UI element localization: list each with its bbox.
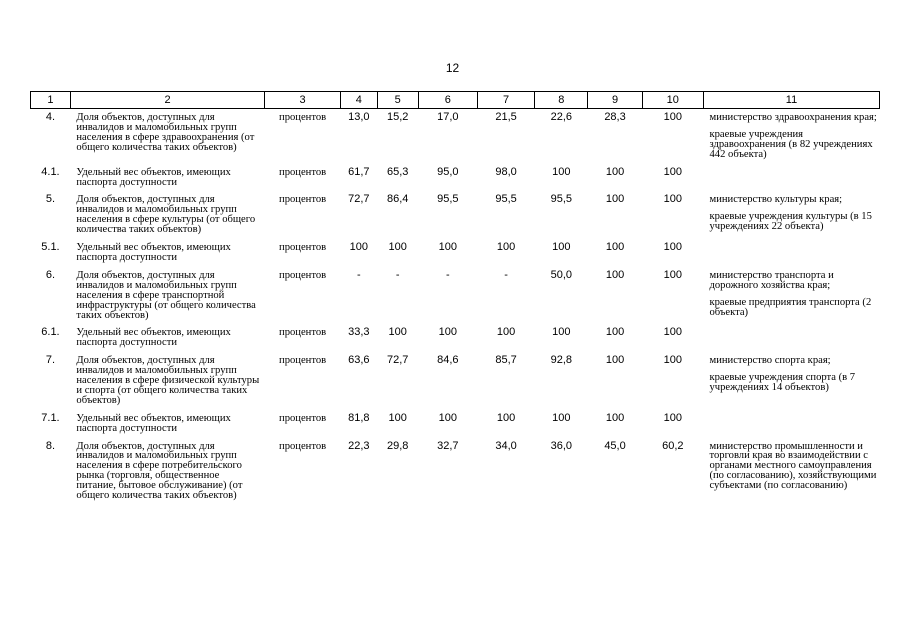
- table-row: [31, 410, 880, 438]
- value-cell: 100: [663, 268, 682, 281]
- responsible-entry: краевые учреждения здравоохранения (в 82 учреждениях 442 объекта): [709, 128, 873, 160]
- indicator-name: Доля объектов, доступных для инвалидов и маломобильных групп населения в сфере культуры (от общего количества таких объектов): [76, 194, 256, 236]
- indicator-name: Удельный вес объектов, имеющих паспорта доступности: [76, 412, 231, 434]
- value-cell: 100: [605, 354, 625, 367]
- value-cell: 36,0: [550, 439, 573, 452]
- unit-cell: процентов: [279, 242, 327, 254]
- header-cell: 7: [477, 92, 534, 109]
- row-index: 5.1.: [41, 241, 60, 254]
- value-cell: 100: [605, 411, 625, 424]
- responsible-entry: министерство транспорта и дорожного хозяйства края;: [709, 269, 834, 291]
- responsible-entry: краевые учреждения культуры (в 15 учреждениях 22 объекта): [709, 211, 872, 233]
- value-cell: 72,7: [348, 193, 370, 206]
- value-cell: 28,3: [604, 111, 626, 123]
- value-cell: 81,8: [348, 411, 370, 424]
- value-cell: 100: [663, 241, 682, 254]
- value-cell: 100: [388, 326, 407, 339]
- value-cell: -: [395, 268, 400, 281]
- table-body: [31, 109, 880, 506]
- value-cell: 100: [388, 411, 407, 424]
- responsible-entry: министерство культуры края;: [709, 194, 843, 206]
- value-cell: 63,6: [348, 354, 370, 367]
- row-index: 7.1.: [41, 411, 60, 424]
- value-cell: 100: [552, 165, 571, 178]
- value-cell: 86,4: [386, 193, 409, 206]
- value-cell: 100: [663, 165, 682, 178]
- value-cell: 100: [605, 193, 625, 206]
- value-cell: 33,3: [348, 326, 370, 339]
- value-cell: 17,0: [437, 111, 459, 123]
- header-cell: 8: [535, 92, 588, 109]
- indicator-name: Удельный вес объектов, имеющих паспорта доступности: [76, 166, 231, 188]
- responsible-entry: министерство спорта края;: [709, 355, 831, 367]
- value-cell: 100: [663, 193, 682, 206]
- table-row: [31, 109, 880, 164]
- responsible-cell: [703, 410, 879, 438]
- value-cell: 50,0: [550, 268, 573, 281]
- table-row: [31, 239, 880, 267]
- indicator-name: Доля объектов, доступных для инвалидов и маломобильных групп населения в сфере потребительского рынка (торговля, общественное питание, бытовое обслуживание) (от общего количества таких объектов): [76, 440, 243, 502]
- header-cell: 4: [340, 92, 377, 109]
- header-row: [31, 92, 880, 109]
- value-cell: 100: [663, 354, 682, 367]
- value-cell: 100: [496, 241, 516, 254]
- value-cell: 100: [388, 241, 407, 254]
- value-cell: -: [445, 268, 450, 281]
- value-cell: 34,0: [495, 439, 517, 452]
- value-cell: 100: [438, 241, 457, 254]
- unit-cell: процентов: [279, 412, 327, 424]
- value-cell: 15,2: [386, 111, 409, 123]
- header-cell: 5: [377, 92, 418, 109]
- value-cell: 98,0: [495, 165, 517, 178]
- header-cell: 6: [418, 92, 477, 109]
- table-row: [31, 164, 880, 192]
- row-index: 6.1.: [41, 326, 60, 339]
- value-cell: 72,7: [386, 354, 409, 367]
- unit-cell: процентов: [279, 327, 327, 339]
- indicator-name: Удельный вес объектов, имеющих паспорта доступности: [76, 242, 231, 263]
- value-cell: 100: [605, 165, 625, 178]
- value-cell: 61,7: [348, 165, 370, 178]
- responsible-entry: краевые предприятия транспорта (2 объекта): [709, 296, 872, 318]
- unit-cell: процентов: [279, 166, 327, 178]
- header-cell: 10: [642, 92, 703, 109]
- indicator-name: Доля объектов, доступных для инвалидов и маломобильных групп населения в сфере физической культуры и спорта (от общего количества таких объектов): [76, 355, 260, 406]
- value-cell: 13,0: [348, 111, 370, 123]
- value-cell: 60,2: [662, 439, 684, 452]
- value-cell: 95,5: [495, 193, 517, 206]
- value-cell: 95,5: [550, 193, 573, 206]
- header-cell: 3: [265, 92, 341, 109]
- header-cell: 11: [703, 92, 879, 109]
- responsible-cell: [703, 352, 879, 410]
- table-row: [31, 324, 880, 352]
- value-cell: 100: [496, 411, 516, 424]
- value-cell: 92,8: [550, 354, 573, 367]
- value-cell: 100: [552, 411, 571, 424]
- indicator-name: Удельный вес объектов, имеющих паспорта доступности: [76, 327, 231, 349]
- value-cell: 45,0: [604, 439, 626, 452]
- row-index: 4.1.: [41, 165, 60, 178]
- value-cell: 65,3: [386, 165, 409, 178]
- table-row: [31, 352, 880, 410]
- row-index: 6.: [45, 268, 56, 281]
- responsible-entry: министерство здравоохранения края;: [709, 112, 877, 123]
- responsible-entry: министерство промышленности и торговли края во взаимодействии с органами местного самоуправления (по согласованию), хозяйствующими субъектами (по согласованию): [709, 440, 877, 492]
- row-index: 8.: [45, 439, 56, 452]
- value-cell: 21,5: [495, 111, 517, 123]
- row-index: 5.: [45, 193, 56, 206]
- responsible-cell: [703, 164, 879, 192]
- row-index: 4.: [45, 111, 56, 123]
- value-cell: 100: [605, 268, 625, 281]
- value-cell: 100: [552, 241, 571, 254]
- value-cell: 100: [605, 241, 625, 254]
- value-cell: 85,7: [495, 354, 517, 367]
- value-cell: 95,5: [437, 193, 459, 206]
- value-cell: 100: [663, 411, 682, 424]
- responsible-cell: [703, 324, 879, 352]
- value-cell: 100: [349, 241, 368, 254]
- unit-cell: процентов: [279, 194, 327, 206]
- indicators-table: [30, 91, 880, 505]
- value-cell: 32,7: [437, 439, 459, 452]
- value-cell: 84,6: [437, 354, 459, 367]
- indicator-name: Доля объектов, доступных для инвалидов и маломобильных групп населения в сфере здравоохранения (от общего количества таких объектов): [76, 112, 255, 153]
- header-cell: 2: [70, 92, 264, 109]
- responsible-cell: [703, 438, 879, 505]
- value-cell: 100: [663, 111, 682, 123]
- table-header: [31, 92, 880, 109]
- page-number: 12: [445, 61, 460, 75]
- table-row: [31, 267, 880, 325]
- responsible-entry: краевые учреждения спорта (в 7 учреждениях 14 объектов): [709, 372, 856, 394]
- value-cell: 95,0: [437, 165, 459, 178]
- unit-cell: процентов: [279, 355, 327, 367]
- row-index: 7.: [45, 354, 56, 367]
- unit-cell: процентов: [279, 112, 327, 123]
- unit-cell: процентов: [279, 269, 327, 281]
- indicator-name: Доля объектов, доступных для инвалидов и маломобильных групп населения в сфере транспортной инфраструктуры (от общего количества таких объектов): [76, 269, 256, 321]
- value-cell: 100: [663, 326, 682, 339]
- table-row: [31, 191, 880, 239]
- value-cell: 100: [552, 326, 571, 339]
- value-cell: -: [504, 268, 508, 281]
- value-cell: 22,3: [348, 439, 370, 452]
- header-cell: 9: [588, 92, 642, 109]
- value-cell: 100: [438, 411, 457, 424]
- value-cell: 100: [605, 326, 625, 339]
- responsible-cell: [703, 109, 879, 164]
- responsible-cell: [703, 239, 879, 267]
- unit-cell: процентов: [279, 440, 327, 452]
- value-cell: 100: [438, 326, 457, 339]
- value-cell: 29,8: [386, 439, 409, 452]
- value-cell: 22,6: [550, 111, 573, 123]
- value-cell: 100: [496, 326, 516, 339]
- value-cell: -: [356, 268, 361, 281]
- responsible-cell: [703, 191, 879, 239]
- header-cell: 1: [31, 92, 71, 109]
- responsible-cell: [703, 267, 879, 325]
- table-row: [31, 438, 880, 505]
